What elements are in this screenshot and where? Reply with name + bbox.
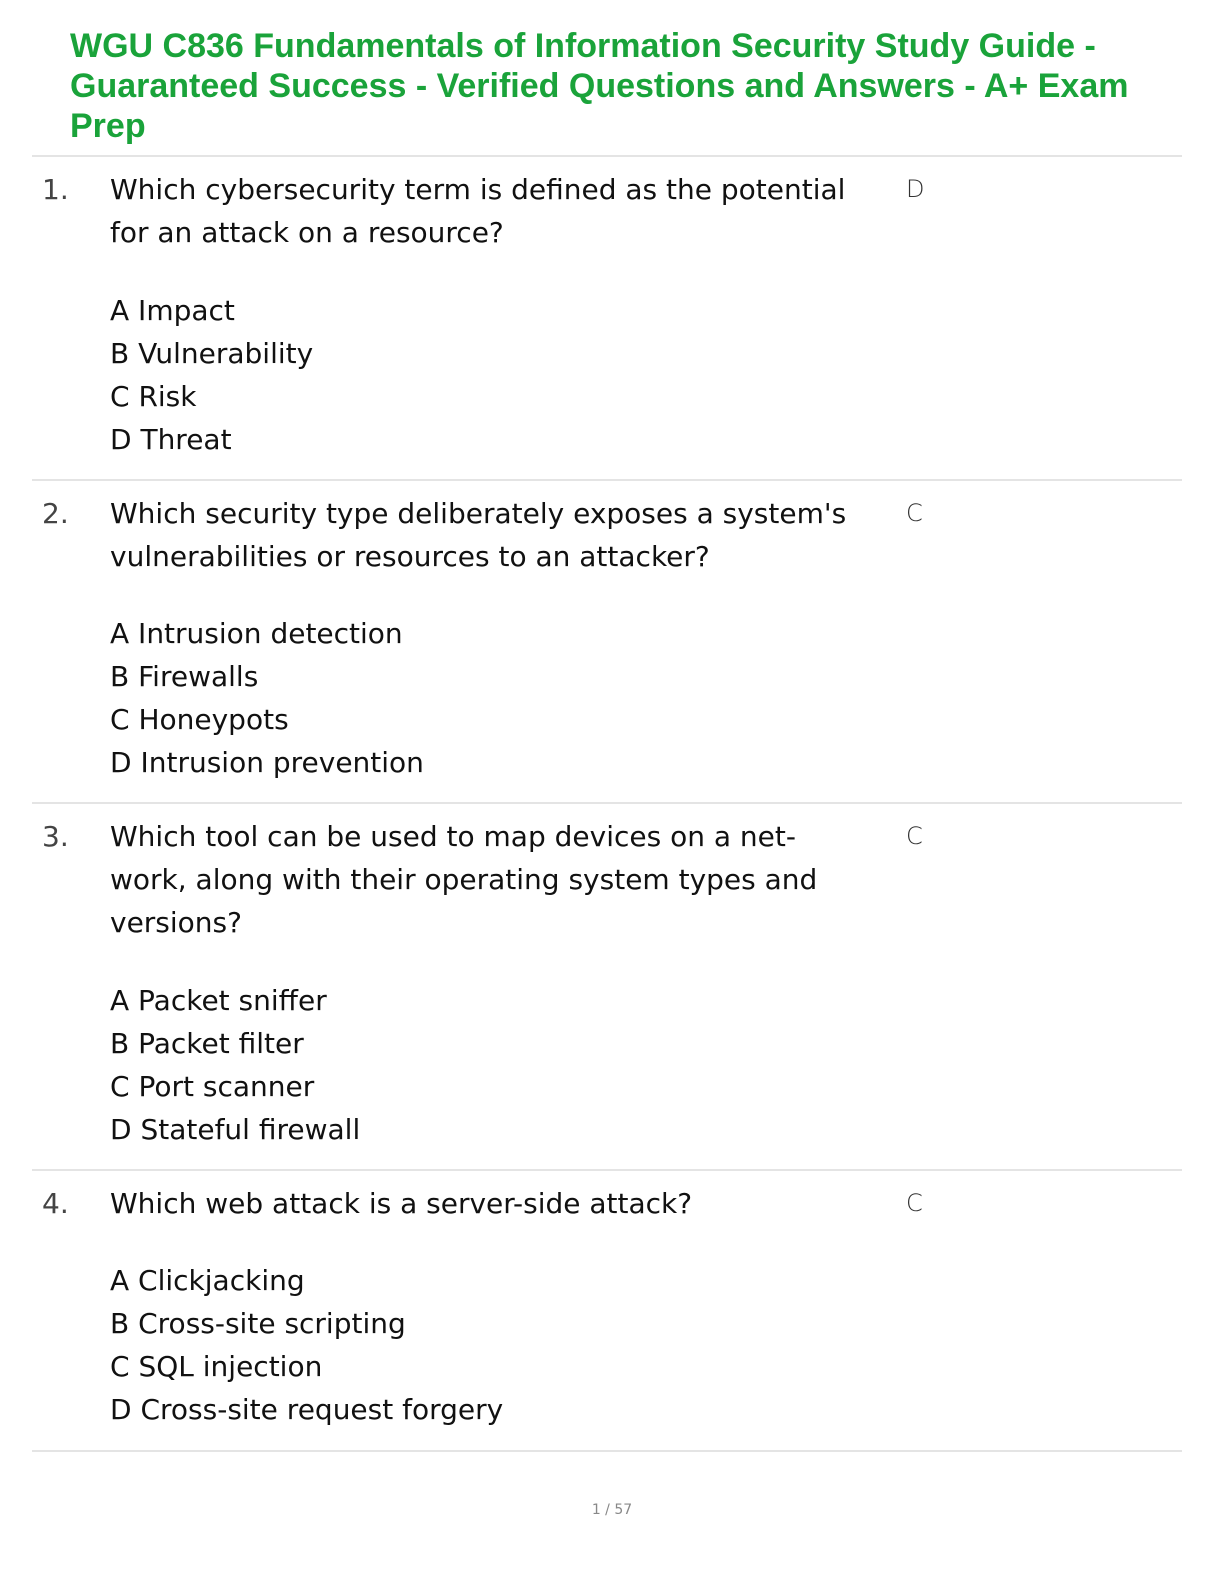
- question-text: Which security type deliberately exposes a system's vulnerabilities or resources to an attacker?: [110, 497, 847, 573]
- answer-key: C: [906, 1189, 923, 1217]
- option-c: C Port scanner: [110, 1070, 315, 1103]
- divider: [32, 1450, 1182, 1452]
- option-b: B Packet filter: [110, 1027, 304, 1060]
- option-d: D Stateful firewall: [110, 1113, 361, 1146]
- question-number: 1.: [42, 173, 69, 206]
- divider: [32, 155, 1182, 157]
- divider: [32, 1169, 1182, 1171]
- answer-options: [110, 979, 360, 1151]
- page-number: 1 / 57: [591, 1502, 633, 1518]
- option-c: C SQL injection: [110, 1350, 323, 1383]
- option-a: A Packet sniffer: [110, 984, 327, 1017]
- answer-key: C: [906, 822, 923, 850]
- option-a: A Intrusion detection: [110, 617, 403, 650]
- option-b: B Cross-site scripting: [110, 1307, 406, 1340]
- divider: [32, 479, 1182, 481]
- option-d: D Intrusion prevention: [110, 746, 424, 779]
- question-number: 2.: [42, 497, 69, 530]
- option-a: A Impact: [110, 294, 235, 327]
- answer-key: C: [906, 499, 923, 527]
- option-d: D Cross-site request forgery: [110, 1393, 504, 1426]
- option-d: D Threat: [110, 423, 232, 456]
- question-number: 4.: [42, 1187, 69, 1220]
- answer-options: [110, 1259, 503, 1431]
- answer-options: [110, 612, 424, 784]
- question-text: Which tool can be used to map devices on a net- work, along with their operating system types and versions?: [110, 820, 818, 939]
- option-c: C Risk: [110, 380, 197, 413]
- question-text: Which web attack is a server-side attack?: [110, 1187, 693, 1220]
- question-number: 3.: [42, 820, 69, 853]
- document-title: WGU C836 Fundamentals of Information Security Study Guide - Guaranteed Success - Verified Questions and Answers - A+ Exam Prep: [70, 27, 1129, 145]
- answer-key: D: [906, 175, 925, 203]
- answer-options: [110, 289, 313, 461]
- divider: [32, 802, 1182, 804]
- question-text: Which cybersecurity term is defined as the potential for an attack on a resource?: [110, 173, 846, 249]
- option-c: C Honeypots: [110, 703, 289, 736]
- option-b: B Vulnerability: [110, 337, 314, 370]
- option-b: B Firewalls: [110, 660, 259, 693]
- option-a: A Clickjacking: [110, 1264, 305, 1297]
